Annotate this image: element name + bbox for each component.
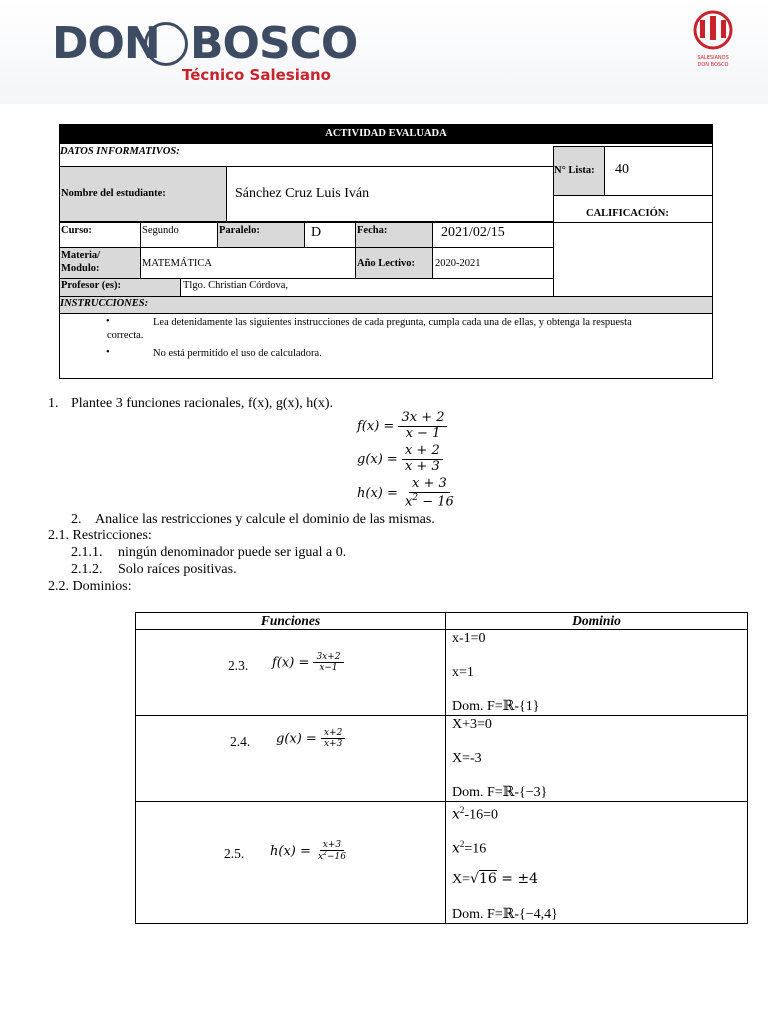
anio-label: Año Lectivo: <box>357 258 416 269</box>
q2-number: 2. <box>71 512 82 527</box>
profesor-value: Tlgo. Christian Córdova, <box>183 280 288 291</box>
curso-label: Curso: <box>61 225 92 236</box>
row-function: f(x) = $\frac{3x+2}{x-1}$ <box>272 652 344 674</box>
section-2-1: 2.1. Restricciones: <box>48 528 152 543</box>
table-row <box>136 716 748 802</box>
equation-g <box>357 444 443 475</box>
domain-step-2: $x^2=16$ <box>452 839 487 857</box>
row-function: g(x) = $\frac{x+2}{x+3}$ <box>276 728 345 750</box>
logo-subtitle: Técnico Salesiano <box>182 66 331 84</box>
instrucciones-label-cell <box>59 296 713 314</box>
instrucciones-label: INSTRUCCIONES: <box>60 298 149 309</box>
function-cell <box>136 630 446 716</box>
profesor-label: Profesor (es): <box>61 280 121 291</box>
function-cell <box>136 716 446 802</box>
materia-value: MATEMÁTICA <box>142 258 212 269</box>
section-2-2: 2.2. Dominios: <box>48 579 132 594</box>
domain-result: Dom. F=ℝ-{−3} <box>452 785 548 800</box>
nombre-value: Sánchez Cruz Luis Iván <box>235 186 370 201</box>
domain-cell <box>446 716 748 802</box>
equation-g-numerator: x + 2 <box>402 444 443 460</box>
lista-value: 40 <box>615 162 629 177</box>
don-bosco-logo <box>52 18 358 90</box>
bullet-2: • <box>106 347 110 358</box>
fecha-value: 2021/02/15 <box>441 225 505 240</box>
table-row <box>136 630 748 716</box>
instruccion-2: No está permitido el uso de calculadora. <box>153 348 322 359</box>
equation-g-denominator: x + 3 <box>404 458 440 474</box>
salesianos-emblem-icon <box>684 10 742 50</box>
paralelo-label: Paralelo: <box>219 225 260 236</box>
nombre-label: Nombre del estudiante: <box>61 188 166 199</box>
domain-step-1: X+3=0 <box>452 717 492 732</box>
q1-text: Plantee 3 funciones racionales, f(x), g(x), h(x). <box>71 396 334 411</box>
equation-h-numerator: x + 3 <box>409 477 450 493</box>
curso-value: Segundo <box>142 225 179 236</box>
datos-label: DATOS INFORMATIVOS: <box>60 146 180 157</box>
bullet-1: • <box>106 316 110 327</box>
equation-f-denominator: x − 1 <box>405 425 441 441</box>
function-cell <box>136 802 446 924</box>
calificacion-divider <box>553 222 713 223</box>
equation-h-lhs: h(x) = <box>357 486 398 502</box>
domain-step-1: x-1=0 <box>452 631 486 646</box>
domain-step-3: X=√16 = ±4 <box>452 871 539 887</box>
form-title: ACTIVIDAD EVALUADA <box>59 124 713 144</box>
calificacion-label: CALIFICACIÓN: <box>586 208 669 219</box>
equation-g-lhs: g(x) = <box>357 451 398 467</box>
domain-cell <box>446 802 748 924</box>
equation-h-denominator: $x^2 - 16$ <box>405 492 454 510</box>
logo-text-don: DON <box>52 18 160 69</box>
q1-number: 1. <box>48 396 59 411</box>
materia-label-1: Materia/ <box>61 250 101 261</box>
logo-text-bosco: BOSCO <box>190 18 358 69</box>
s211-number: 2.1.1. <box>71 545 103 560</box>
s211-text: ningún denominador puede ser igual a 0. <box>118 545 347 560</box>
salesianos-logo-line2: DON BOSCO <box>697 62 729 68</box>
domain-step-1: $x^2-16=0$ <box>452 805 498 823</box>
domain-table <box>135 612 748 924</box>
instruccion-1a: Lea detenidamente las siguientes instrucciones de cada pregunta, cumpla cada una de ellas, y obtenga la respuesta <box>153 317 632 328</box>
col-header-funciones: Funciones <box>136 613 446 630</box>
salesianos-logo <box>684 10 742 72</box>
col-header-dominio: Dominio <box>446 613 748 630</box>
s212-text: Solo raíces positivas. <box>118 562 237 577</box>
instruccion-1b: correcta. <box>107 330 144 341</box>
row-number: 2.5. <box>224 846 245 861</box>
domain-cell <box>446 630 748 716</box>
equation-f-numerator: 3x + 2 <box>398 411 447 427</box>
s212-number: 2.1.2. <box>71 562 103 577</box>
domain-step-2: x=1 <box>452 665 474 680</box>
equation-h <box>357 477 457 510</box>
row-number: 2.4. <box>230 734 251 749</box>
paralelo-value: D <box>311 225 322 240</box>
sqrt-icon: √ <box>470 871 479 887</box>
q2-text: Analice las restricciones y calcule el dominio de las mismas. <box>95 512 435 527</box>
fecha-label: Fecha: <box>357 225 388 236</box>
salesianos-logo-line1: SALESIANOS <box>697 55 729 61</box>
table-row <box>136 802 748 924</box>
materia-label-2: Modulo: <box>61 263 100 274</box>
domain-result: Dom. F=ℝ-{−4,4} <box>452 907 558 922</box>
lista-label: N° Lista: <box>554 165 595 176</box>
equation-f-lhs: f(x) = <box>357 418 395 434</box>
row-number: 2.3. <box>228 658 249 673</box>
domain-result: Dom. F=ℝ-{1} <box>452 699 540 714</box>
domain-step-2: X=-3 <box>452 751 482 766</box>
row-function: h(x) = $\frac{x+3}{x^2-16}$ <box>270 840 346 863</box>
founder-portrait-icon <box>144 22 188 66</box>
equation-f <box>357 411 447 442</box>
anio-value: 2020-2021 <box>435 258 481 269</box>
